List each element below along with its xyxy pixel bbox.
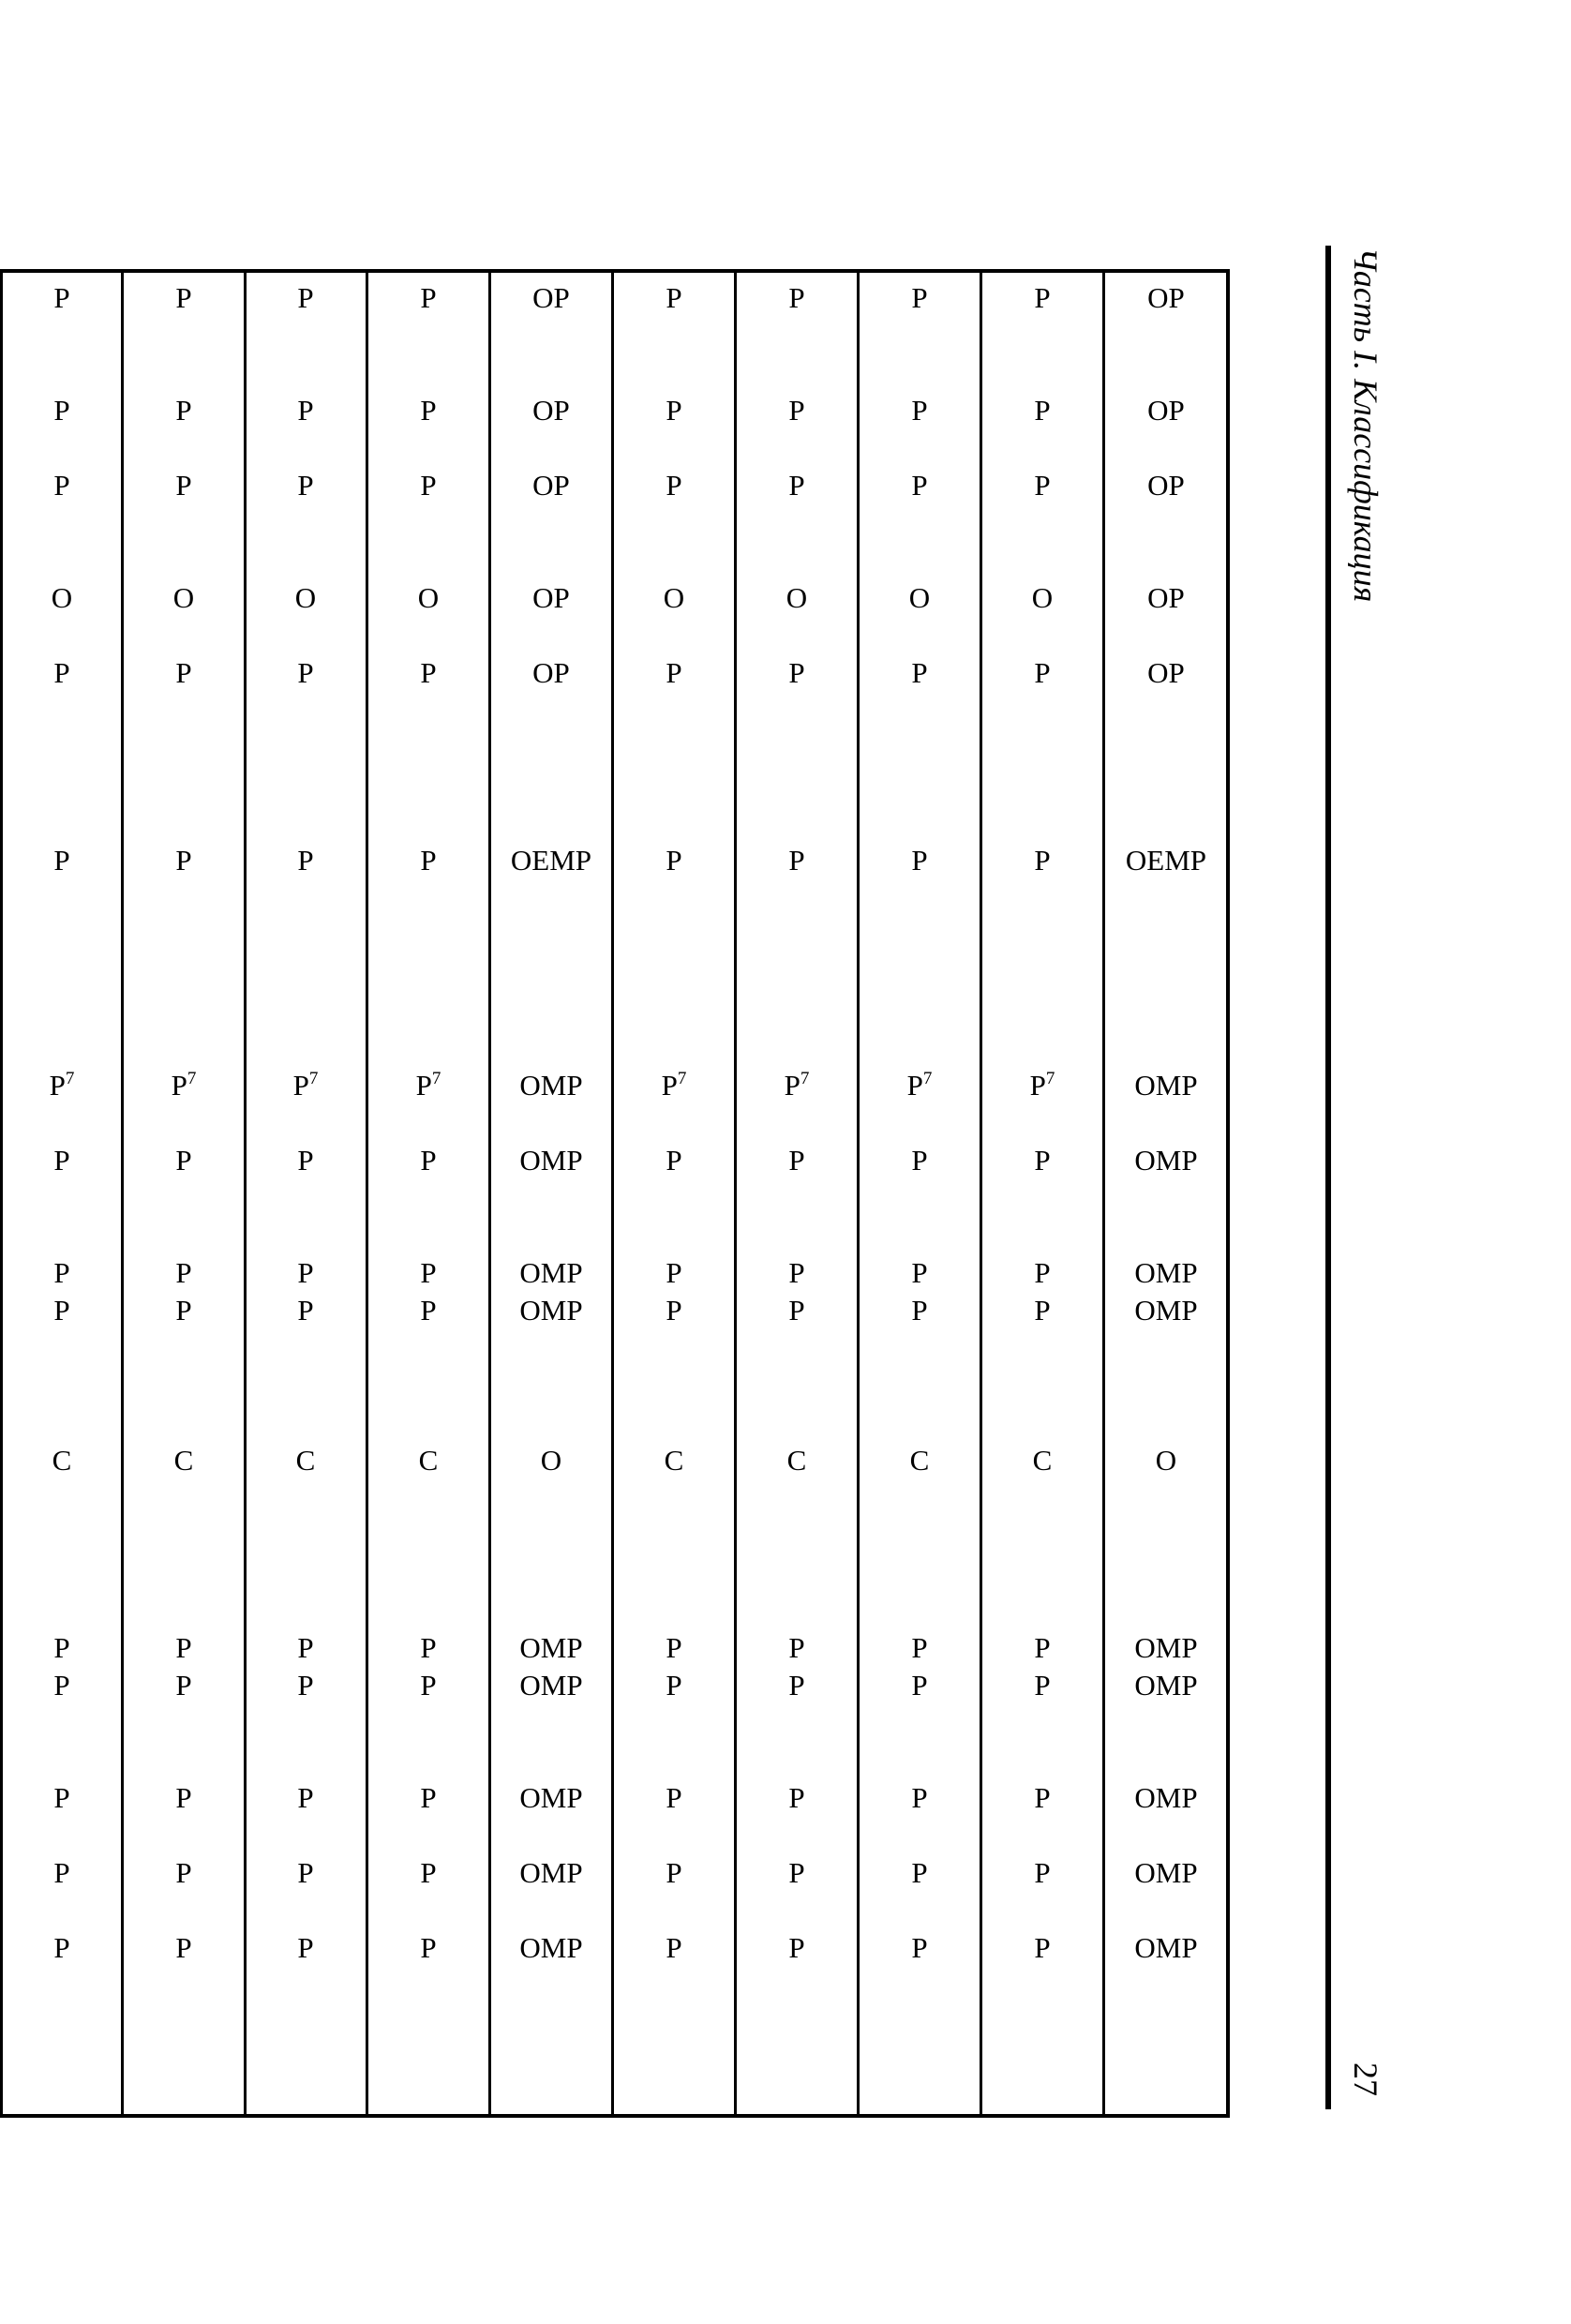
table-cell: P <box>53 1631 70 1664</box>
table-cell: OMP <box>519 1144 583 1177</box>
table-cell: OMP <box>1134 1294 1198 1327</box>
table-cell: $P^7$ <box>415 1069 441 1102</box>
table-cell: P <box>1034 1294 1051 1327</box>
table-cell: P <box>1034 281 1051 314</box>
footnote-marker: 7 <box>308 1069 319 1088</box>
table-cell: P <box>53 469 70 502</box>
table-cell: P <box>53 1256 70 1289</box>
table-cell: P <box>420 1144 437 1177</box>
table-cell: O <box>1155 1444 1177 1477</box>
table-cell: P <box>175 281 192 314</box>
table-cell: P <box>911 469 928 502</box>
table-cell: OP <box>532 281 570 314</box>
table-cell: OMP <box>519 1069 583 1102</box>
page-number: 27 <box>1347 2062 1384 2096</box>
table-cell: O <box>294 581 317 614</box>
table-cell: C <box>909 1444 930 1477</box>
table-cell: OP <box>1147 656 1185 689</box>
table-cell: P <box>53 1781 70 1814</box>
table-cell: P <box>666 1256 682 1289</box>
table-cell: P <box>53 1294 70 1327</box>
table-cell: OP <box>1147 281 1185 314</box>
footnote-marker: 7 <box>431 1069 441 1088</box>
table-cell: P <box>53 1669 70 1702</box>
table-cell: P <box>420 1856 437 1889</box>
table-cell: P <box>175 469 192 502</box>
table-cell: P <box>297 1856 314 1889</box>
table-cell: P <box>53 1931 70 1964</box>
table-cell: O <box>540 1444 562 1477</box>
table-cell: P <box>175 1631 192 1664</box>
table-cell: P <box>911 1256 928 1289</box>
footnote-marker: 7 <box>677 1069 687 1088</box>
table-cell: P <box>297 1931 314 1964</box>
table-cell: P <box>420 1631 437 1664</box>
table-cell: P <box>175 656 192 689</box>
table-cell: P <box>911 1631 928 1664</box>
column-divider-2 <box>244 269 247 2118</box>
table-cell: OP <box>532 656 570 689</box>
margin-rule <box>1325 246 1331 2109</box>
table-cell: P <box>666 1931 682 1964</box>
table-cell: OMP <box>519 1669 583 1702</box>
table-cell: P <box>911 394 928 427</box>
table-cell: P <box>666 1781 682 1814</box>
table-cell: OP <box>532 581 570 614</box>
table-cell: OMP <box>519 1931 583 1964</box>
table-cell: P <box>1034 1931 1051 1964</box>
table-cell: P <box>788 1669 805 1702</box>
table-cell: P <box>297 394 314 427</box>
table-cell: P <box>666 394 682 427</box>
table-cell: P <box>53 281 70 314</box>
table-cell: $P^7$ <box>661 1069 687 1102</box>
table-cell: P <box>788 281 805 314</box>
table-cell: P <box>911 281 928 314</box>
column-divider-1 <box>121 269 124 2118</box>
table-cell: P <box>666 1144 682 1177</box>
table-cell: P <box>420 1294 437 1327</box>
table-cell: P <box>911 1144 928 1177</box>
table-cell: OMP <box>1134 1669 1198 1702</box>
table-cell: P <box>175 394 192 427</box>
table-cell: OMP <box>1134 1931 1198 1964</box>
table-cell: P <box>53 844 70 877</box>
table-cell: P <box>420 1669 437 1702</box>
table-cell: C <box>664 1444 684 1477</box>
table-cell: P <box>53 394 70 427</box>
table-cell: C <box>786 1444 807 1477</box>
table-cell: P <box>1034 844 1051 877</box>
footnote-marker: 7 <box>1045 1069 1055 1088</box>
table-cell: OMP <box>519 1294 583 1327</box>
table-cell: OEMP <box>1125 844 1207 877</box>
table-cell: P <box>297 656 314 689</box>
column-divider-7 <box>857 269 860 2118</box>
data-table <box>0 269 1230 2118</box>
table-cell: P <box>175 1144 192 1177</box>
table-cell: P <box>788 1856 805 1889</box>
table-cell: P <box>1034 656 1051 689</box>
table-cell: P <box>420 469 437 502</box>
table-cell: P <box>788 1931 805 1964</box>
table-cell: O <box>908 581 931 614</box>
table-cell: OMP <box>519 1856 583 1889</box>
table-cell: C <box>52 1444 72 1477</box>
table-cell: O <box>172 581 195 614</box>
table-cell: OP <box>1147 394 1185 427</box>
table-cell: P <box>1034 1669 1051 1702</box>
table-cell: OMP <box>519 1631 583 1664</box>
table-cell: OEMP <box>510 844 592 877</box>
table-cell: P <box>788 656 805 689</box>
table-cell: P <box>420 394 437 427</box>
table-cell: C <box>1032 1444 1053 1477</box>
column-divider-6 <box>734 269 737 2118</box>
column-divider-9 <box>1102 269 1105 2118</box>
table-cell: $P^7$ <box>906 1069 933 1102</box>
table-cell: P <box>175 844 192 877</box>
table-cell: OP <box>532 394 570 427</box>
column-divider-4 <box>488 269 491 2118</box>
table-cell: C <box>173 1444 194 1477</box>
table-cell: OP <box>1147 581 1185 614</box>
table-cell: $P^7$ <box>1029 1069 1055 1102</box>
table-cell: P <box>297 844 314 877</box>
table-cell: P <box>53 656 70 689</box>
footnote-marker: 7 <box>187 1069 197 1088</box>
table-cell: P <box>666 1631 682 1664</box>
table-cell: C <box>418 1444 439 1477</box>
footnote-marker: 7 <box>65 1069 75 1088</box>
table-cell: P <box>420 844 437 877</box>
table-cell: P <box>1034 1144 1051 1177</box>
table-cell: P <box>1034 1781 1051 1814</box>
table-cell: P <box>666 1669 682 1702</box>
table-cell: O <box>51 581 73 614</box>
table-cell: P <box>666 281 682 314</box>
table-cell: $P^7$ <box>784 1069 810 1102</box>
table-cell: OMP <box>1134 1144 1198 1177</box>
table-cell: P <box>175 1294 192 1327</box>
table-cell: P <box>911 1294 928 1327</box>
table-cell: P <box>911 1856 928 1889</box>
table-cell: P <box>666 656 682 689</box>
table-cell: $P^7$ <box>49 1069 75 1102</box>
table-cell: P <box>420 281 437 314</box>
table-cell: OP <box>1147 469 1185 502</box>
table-cell: P <box>297 1631 314 1664</box>
table-cell: P <box>297 281 314 314</box>
table-cell: OMP <box>1134 1856 1198 1889</box>
table-cell: P <box>1034 1856 1051 1889</box>
table-cell: P <box>788 1781 805 1814</box>
table-cell: C <box>295 1444 316 1477</box>
table-cell: P <box>911 1931 928 1964</box>
table-cell: P <box>1034 394 1051 427</box>
table-cell: P <box>420 1256 437 1289</box>
table-cell: P <box>788 1144 805 1177</box>
table-cell: P <box>53 1856 70 1889</box>
table-cell: P <box>911 1781 928 1814</box>
table-cell: P <box>175 1669 192 1702</box>
table-cell: P <box>175 1781 192 1814</box>
footnote-marker: 7 <box>922 1069 933 1088</box>
table-cell: OMP <box>1134 1631 1198 1664</box>
table-cell: P <box>420 1931 437 1964</box>
table-cell: P <box>788 1294 805 1327</box>
table-cell: OMP <box>1134 1069 1198 1102</box>
table-cell: $P^7$ <box>171 1069 197 1102</box>
table-cell: P <box>666 469 682 502</box>
table-cell: OMP <box>519 1256 583 1289</box>
table-cell: P <box>420 656 437 689</box>
table-cell: P <box>666 1856 682 1889</box>
table-cell: P <box>788 469 805 502</box>
table-cell: P <box>788 394 805 427</box>
table-cell: P <box>788 1631 805 1664</box>
table-cell: P <box>297 1294 314 1327</box>
table-cell: P <box>911 1669 928 1702</box>
table-cell: P <box>175 1256 192 1289</box>
table-cell: P <box>297 1144 314 1177</box>
table-cell: OP <box>532 469 570 502</box>
column-divider-5 <box>611 269 614 2118</box>
table-cell: P <box>788 844 805 877</box>
table-cell: P <box>1034 1256 1051 1289</box>
table-cell: P <box>1034 469 1051 502</box>
column-divider-8 <box>980 269 982 2118</box>
column-divider-3 <box>366 269 368 2118</box>
table-cell: P <box>911 844 928 877</box>
table-cell: P <box>297 469 314 502</box>
table-cell: P <box>1034 1631 1051 1664</box>
table-cell: P <box>297 1256 314 1289</box>
footnote-marker: 7 <box>800 1069 810 1088</box>
table-cell: P <box>175 1856 192 1889</box>
table-cell: OMP <box>519 1781 583 1814</box>
running-head: Часть I. Классификация <box>1347 247 1384 603</box>
table-cell: OMP <box>1134 1781 1198 1814</box>
table-cell: P <box>911 656 928 689</box>
table-cell: O <box>663 581 685 614</box>
table-cell: P <box>420 1781 437 1814</box>
table-cell: P <box>297 1669 314 1702</box>
table-cell: P <box>666 844 682 877</box>
table-cell: $P^7$ <box>292 1069 319 1102</box>
table-cell: P <box>175 1931 192 1964</box>
table-cell: P <box>297 1781 314 1814</box>
table-cell: P <box>788 1256 805 1289</box>
table-cell: P <box>666 1294 682 1327</box>
table-cell: P <box>53 1144 70 1177</box>
table-cell: O <box>786 581 808 614</box>
table-cell: O <box>417 581 440 614</box>
table-cell: OMP <box>1134 1256 1198 1289</box>
table-cell: O <box>1031 581 1054 614</box>
